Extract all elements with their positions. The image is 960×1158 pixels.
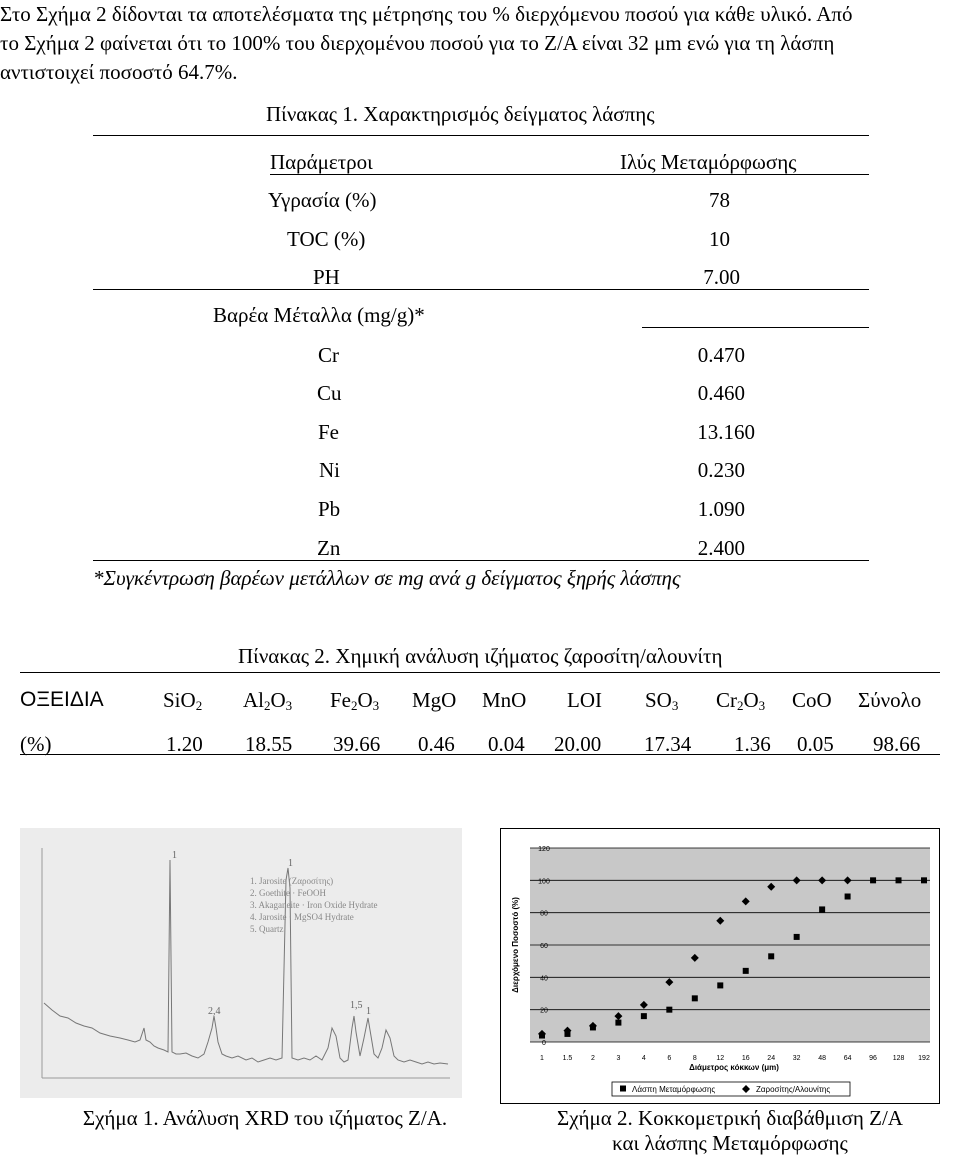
table1-row-param: PH bbox=[313, 265, 340, 289]
x-axis-label: Διάμετρος κόκκων (μm) bbox=[689, 1063, 779, 1072]
figure2-caption-line2: και λάσπης Μεταμόρφωσης bbox=[612, 1131, 848, 1155]
table1-bottom-rule bbox=[93, 560, 869, 561]
table2-header-label: ΟΞΕΙΔΙΑ bbox=[20, 688, 104, 711]
x-tick-label: 96 bbox=[869, 1055, 877, 1062]
y-tick-label: 60 bbox=[540, 943, 548, 950]
grain-size-chart bbox=[500, 828, 940, 1104]
table2-value: 98.66 bbox=[873, 732, 921, 756]
table1-row-value: 10 bbox=[709, 227, 730, 251]
x-tick-label: 4 bbox=[641, 1055, 646, 1062]
table2-header-oxide: SiO$_2$ bbox=[163, 688, 203, 713]
intro-line-2: το Σχήμα 2 φαίνεται ότι το 100% του διερχομένου ποσού για το Ζ/Α είναι 32 μm ενώ για τη λάσπη bbox=[0, 31, 835, 55]
y-axis-label: Διερχόμενο Ποσοστό (%) bbox=[511, 897, 520, 993]
table1-metal-name: Fe bbox=[318, 420, 339, 444]
table1-metals-label: Βαρέα Μέταλλα (mg/g)* bbox=[213, 303, 425, 327]
xrd-trace bbox=[44, 860, 448, 1064]
legend-square-icon bbox=[620, 1086, 626, 1092]
y-tick-label: 0 bbox=[542, 1040, 546, 1047]
table2-header-oxide: CoO bbox=[792, 688, 832, 712]
intro-line-1: Στο Σχήμα 2 δίδονται τα αποτελέσματα της μέτρησης του % διερχόμενου ποσού για κάθε υλικό. Από bbox=[0, 2, 853, 26]
table2-bottom-rule bbox=[20, 754, 940, 755]
table2-value: 0.05 bbox=[797, 732, 834, 756]
xrd-peak-label: 2,4 bbox=[208, 1006, 221, 1017]
y-tick-label: 80 bbox=[540, 910, 548, 918]
xrd-legend-item: 4. Jarosite · MgSO4 Hydrate bbox=[250, 912, 354, 922]
table1-top-rule bbox=[93, 135, 869, 136]
point-sludge bbox=[717, 982, 723, 988]
table2-value: 20.00 bbox=[554, 732, 602, 756]
table1-metal-name: Pb bbox=[318, 497, 341, 521]
table1-metal-name: Cu bbox=[317, 381, 342, 405]
x-tick-label: 12 bbox=[716, 1055, 725, 1062]
table2-header-oxide: MnO bbox=[482, 688, 527, 712]
y-tick-label: 20 bbox=[540, 1007, 548, 1015]
point-sludge bbox=[692, 995, 698, 1001]
table2-top-rule bbox=[20, 672, 940, 673]
x-tick-label: 3 bbox=[616, 1055, 621, 1062]
table2-header-oxide: LOI bbox=[567, 688, 602, 712]
y-tick-label: 100 bbox=[538, 878, 550, 886]
table1-row-value: 7.00 bbox=[703, 265, 740, 289]
point-sludge bbox=[896, 877, 902, 883]
table2-value: 39.66 bbox=[333, 732, 381, 756]
table1-row-param: Υγρασία (%) bbox=[268, 188, 377, 212]
table2-header-oxide: $Al_2O_3$ bbox=[243, 688, 293, 713]
table1-row-param: TOC (%) bbox=[287, 227, 366, 251]
table1-metal-name: Cr bbox=[318, 343, 339, 367]
x-tick-label: 24 bbox=[767, 1055, 776, 1062]
table1-title: Πίνακας 1. Χαρακτηρισμός δείγματος λάσπης bbox=[266, 102, 655, 126]
point-sludge bbox=[845, 894, 851, 900]
xrd-legend-item: 1. Jarosite (Ζαροσίτης) bbox=[250, 876, 334, 886]
table1-metal-value: 0.230 bbox=[697, 458, 745, 482]
legend-item: Λάσπη Μεταμόρφωσης bbox=[632, 1085, 716, 1094]
figure1-caption: Σχήμα 1. Ανάλυση XRD του ιζήματος Ζ/Α. bbox=[82, 1106, 448, 1130]
intro-line-3: αντιστοιχεί ποσοστό 64.7%. bbox=[0, 60, 238, 84]
table1-metal-value: 0.460 bbox=[697, 381, 745, 405]
x-tick-label: 2 bbox=[590, 1055, 595, 1062]
xrd-legend-item: 3. Akaganeite · Iron Oxide Hydrate bbox=[250, 900, 378, 910]
table2-title: Πίνακας 2. Χημική ανάλυση ιζήματος ζαροσίτη/αλουνίτη bbox=[238, 644, 723, 668]
x-tick-label: 192 bbox=[918, 1055, 930, 1062]
table2-row-label: (%) bbox=[20, 732, 52, 756]
figure2-caption-line1: Σχήμα 2. Κοκκομετρική διαβάθμιση Ζ/Α bbox=[557, 1106, 903, 1130]
x-tick-label: 48 bbox=[818, 1055, 827, 1062]
point-sludge bbox=[641, 1013, 647, 1019]
table1-col-param: Παράμετροι bbox=[270, 150, 373, 174]
table1-row-value: 78 bbox=[709, 188, 730, 212]
legend-item: Ζαροσίτης/Αλουνίτης bbox=[756, 1085, 831, 1094]
intro-paragraph bbox=[0, 0, 960, 87]
table2-value: 0.46 bbox=[418, 732, 455, 756]
table1-metals-rule bbox=[642, 327, 869, 328]
x-tick-label: 8 bbox=[692, 1055, 697, 1062]
table1-metal-value: 1.090 bbox=[697, 497, 745, 521]
point-sludge bbox=[768, 953, 774, 959]
grain-size-plot bbox=[500, 828, 940, 1104]
xrd-legend-item: 2. Goethite · FeOOH bbox=[250, 888, 326, 898]
x-tick-label: 16 bbox=[741, 1055, 750, 1062]
xrd-peak-label: 1 bbox=[288, 858, 293, 869]
table1-col-value: Ιλύς Μεταμόρφωσης bbox=[620, 150, 797, 174]
table2-value: 1.20 bbox=[166, 732, 203, 756]
table1-metal-name: Ni bbox=[319, 458, 340, 482]
xrd-legend-item: 5. Quartz bbox=[250, 924, 284, 934]
x-tick-label: 1.5 bbox=[562, 1055, 573, 1062]
point-sludge bbox=[921, 877, 927, 883]
xrd-peak-label: 1 bbox=[366, 1006, 371, 1017]
table1-metal-value: 0.470 bbox=[697, 343, 745, 367]
xrd-peak-label: 1,5 bbox=[350, 1000, 363, 1011]
table2-header-oxide: MgO bbox=[412, 688, 457, 712]
point-sludge bbox=[870, 877, 876, 883]
table1-header-rule bbox=[270, 174, 869, 175]
xrd-peak-label: 1 bbox=[172, 850, 177, 861]
xrd-plot bbox=[20, 828, 462, 1098]
x-tick-label: 6 bbox=[667, 1055, 672, 1062]
xrd-figure bbox=[20, 828, 462, 1098]
table1-mid-rule bbox=[93, 289, 869, 290]
table2-header-oxide: $SO_3$ bbox=[645, 688, 679, 713]
table1-metal-name: Zn bbox=[317, 536, 341, 560]
table2-value: 17.34 bbox=[644, 732, 692, 756]
table1-footnote: *Συγκέντρωση βαρέων μετάλλων σε mg ανά g δείγματος ξηρής λάσπης bbox=[93, 566, 681, 590]
table1-metal-value: 13.160 bbox=[697, 420, 755, 444]
x-tick-label: 64 bbox=[843, 1055, 852, 1062]
table1-metal-value: 2.400 bbox=[697, 536, 745, 560]
y-tick-label: 40 bbox=[540, 975, 548, 983]
point-sludge bbox=[743, 968, 749, 974]
y-tick-label: 120 bbox=[538, 846, 550, 853]
x-tick-label: 128 bbox=[892, 1055, 905, 1062]
point-sludge bbox=[819, 906, 825, 912]
x-tick-label: 1 bbox=[540, 1055, 544, 1062]
point-sludge bbox=[666, 1007, 672, 1013]
x-tick-label: 32 bbox=[792, 1055, 801, 1062]
table2-value: 18.55 bbox=[245, 732, 293, 756]
table2-header-oxide: $Fe_2O_3$ bbox=[330, 688, 380, 713]
table2-header-total: Σύνολο bbox=[858, 688, 922, 712]
point-sludge bbox=[794, 934, 800, 940]
table2-header-oxide: $Cr_2O_3$ bbox=[716, 688, 766, 713]
table2-value: 0.04 bbox=[488, 732, 525, 756]
table2-value: 1.36 bbox=[734, 732, 771, 756]
point-sludge bbox=[615, 1020, 621, 1026]
